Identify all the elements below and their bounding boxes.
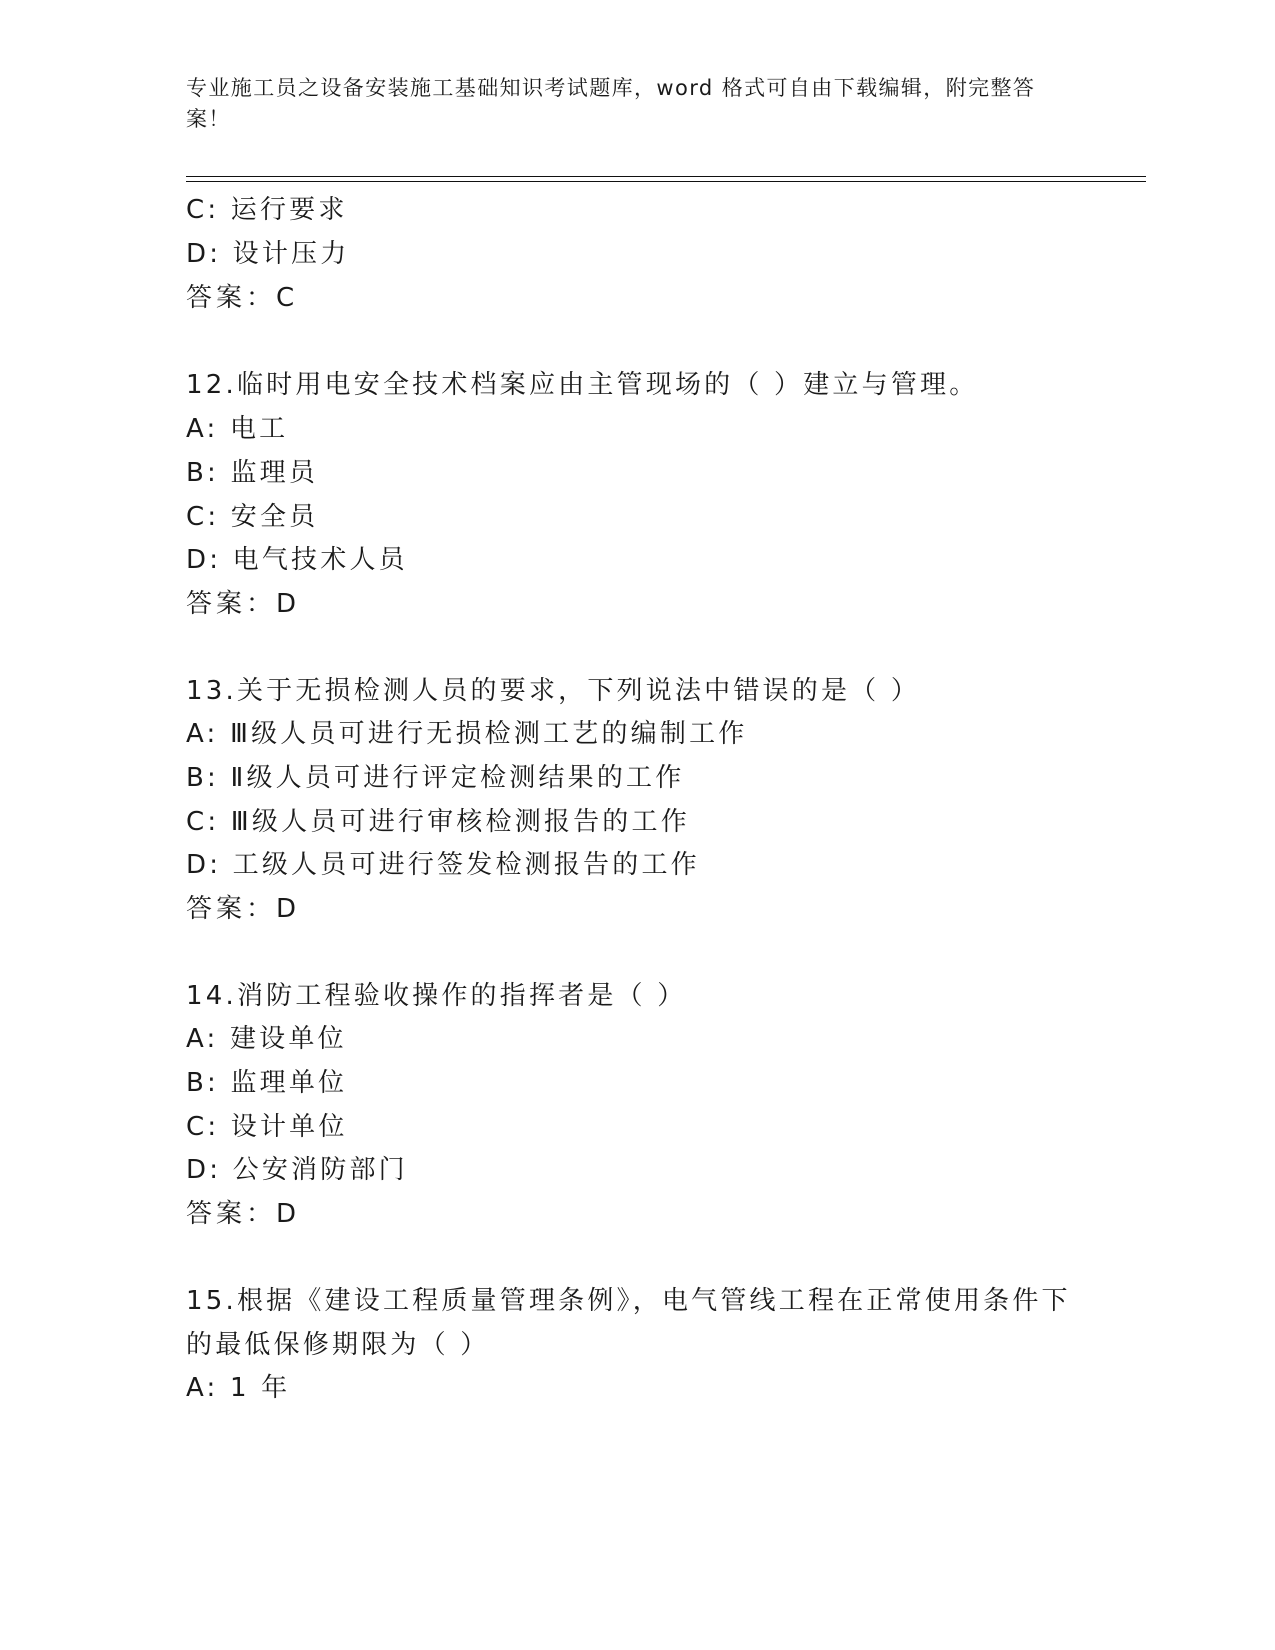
question-stem: 13.关于无损检测人员的要求，下列说法中错误的是（ ） — [186, 676, 921, 706]
answer-line — [186, 892, 297, 926]
question-stem-continued: 的最低保修期限为（ ） — [186, 1330, 490, 1360]
option-b: B: Ⅱ级人员可进行评定检测结果的工作 — [186, 763, 685, 793]
option-a: A: 电工 — [186, 414, 289, 444]
answer-value: C — [276, 283, 296, 313]
question-stem: 15.根据《建设工程质量管理条例》，电气管线工程在正常使用条件下 — [186, 1286, 1071, 1316]
option-d: D: 工级人员可进行签发检测报告的工作 — [186, 850, 700, 880]
header-rule-top — [186, 176, 1146, 177]
header-rule-bottom — [186, 181, 1146, 182]
answer-value: D — [276, 1199, 298, 1229]
answer-value: D — [276, 894, 298, 924]
option-d: D: 公安消防部门 — [186, 1155, 408, 1185]
question-stem: 12.临时用电安全技术档案应由主管现场的（ ）建立与管理。 — [186, 370, 979, 400]
option-b: B: 监理员 — [186, 458, 319, 488]
option-c: C: 安全员 — [186, 502, 319, 532]
option-a: A: Ⅲ级人员可进行无损检测工艺的编制工作 — [186, 719, 748, 749]
answer-line — [186, 587, 297, 621]
option-d: D: 电气技术人员 — [186, 545, 408, 575]
answer-label: 答案： — [186, 283, 277, 313]
option-d: D: 设计压力 — [186, 239, 350, 269]
option-b: B: 监理单位 — [186, 1068, 348, 1098]
option-a: A: 建设单位 — [186, 1024, 347, 1054]
answer-label: 答案： — [186, 1199, 277, 1229]
answer-line — [186, 1197, 297, 1231]
document-header: 专业施工员之设备安装施工基础知识考试题库，word 格式可自由下载编辑，附完整答案！ — [186, 76, 1036, 131]
option-c: C: 运行要求 — [186, 195, 348, 225]
answer-label: 答案： — [186, 589, 277, 619]
answer-label: 答案： — [186, 894, 277, 924]
option-a: A: 1 年 — [186, 1373, 291, 1403]
option-c: C: 设计单位 — [186, 1112, 348, 1142]
question-stem: 14.消防工程验收操作的指挥者是（ ） — [186, 981, 687, 1011]
answer-value: D — [276, 589, 298, 619]
answer-line — [186, 281, 295, 315]
option-c: C: Ⅲ级人员可进行审核检测报告的工作 — [186, 807, 690, 837]
